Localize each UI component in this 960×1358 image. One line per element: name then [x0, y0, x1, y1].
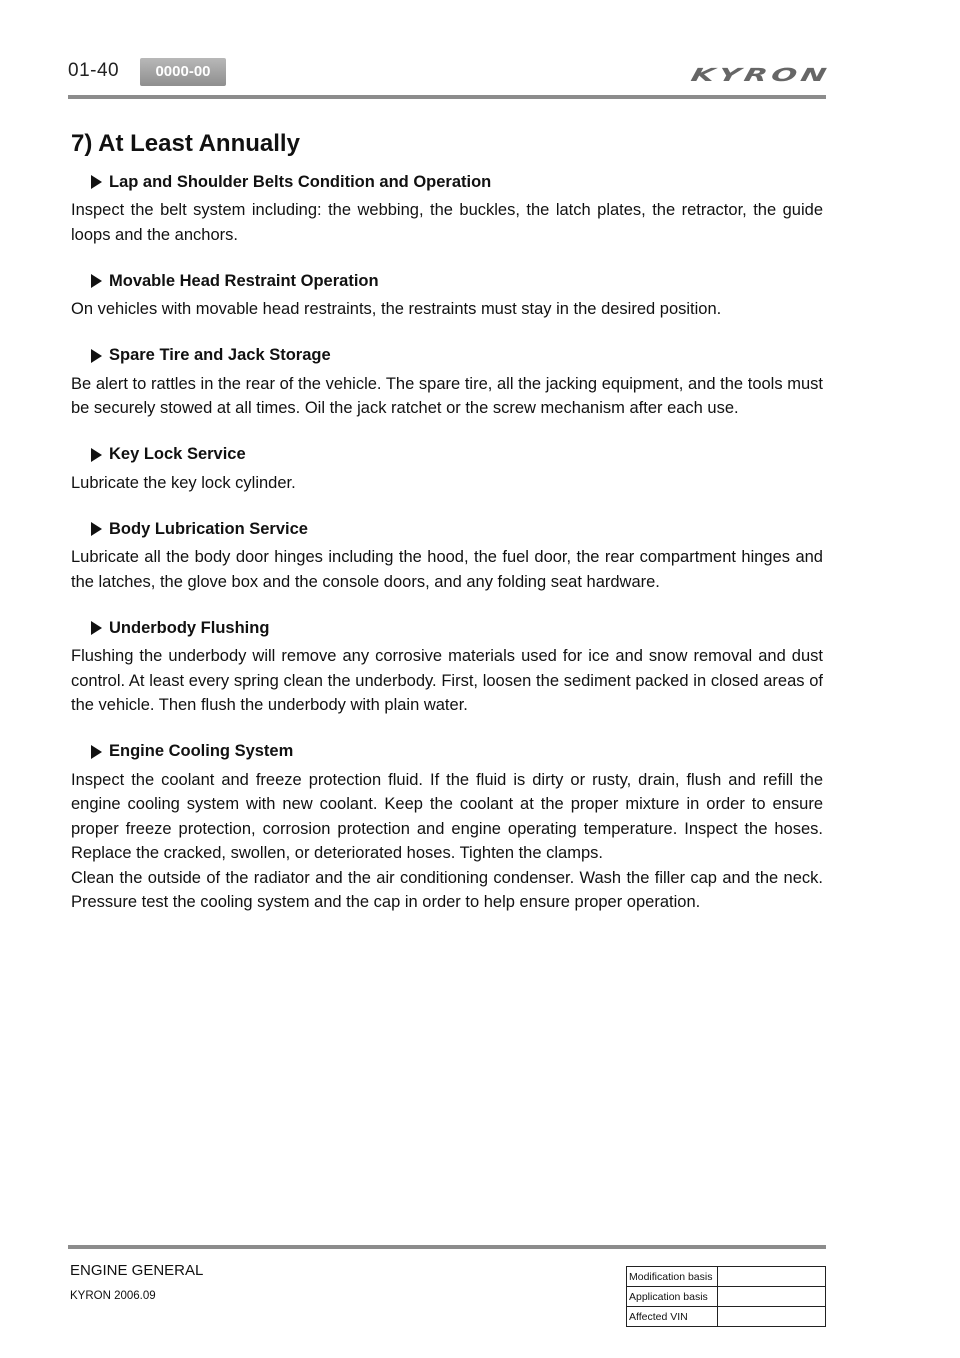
list-item [71, 517, 823, 594]
item-heading [91, 740, 823, 764]
table-cell-value [718, 1267, 826, 1287]
triangle-bullet-icon [91, 175, 102, 189]
list-item [71, 344, 823, 421]
page-header [0, 0, 960, 110]
table-row [627, 1287, 826, 1307]
item-heading [91, 517, 823, 541]
page-number: 01-40 [68, 60, 120, 81]
item-title: Lap and Shoulder Belts Condition and Operation [109, 172, 492, 191]
item-body: Lubricate all the body door hinges including the hood, the fuel door, the rear compartment hinges and the latches, the glove box and the console doors, and any folding seat hardware. [71, 548, 823, 591]
item-body: Inspect the belt system including: the webbing, the buckles, the latch plates, the retractor, the guide loops and the anchors. [71, 201, 823, 244]
list-item [71, 740, 823, 915]
footer-section-name: ENGINE GENERAL [70, 1262, 204, 1279]
item-heading [91, 344, 823, 368]
header-divider [68, 95, 826, 99]
item-body: Be alert to rattles in the rear of the vehicle. The spare tire, all the jacking equipment, and the tools must be securely stowed at all times. Oil the jack ratchet or the screw mechanism after each use. [71, 374, 823, 417]
item-title: Movable Head Restraint Operation [109, 271, 379, 290]
table-cell-label: Affected VIN [627, 1307, 718, 1327]
modification-table [626, 1266, 826, 1327]
table-row [627, 1307, 826, 1327]
section-code-badge: 0000-00 [140, 58, 226, 86]
main-content [71, 130, 823, 937]
table-row [627, 1267, 826, 1287]
list-item [71, 170, 823, 247]
list-item [71, 616, 823, 718]
table-cell-label: Modification basis [627, 1267, 718, 1287]
triangle-bullet-icon [91, 522, 102, 536]
table-cell-value [718, 1287, 826, 1307]
list-item [71, 269, 823, 322]
footer-model-date: KYRON 2006.09 [70, 1290, 156, 1302]
item-heading [91, 443, 823, 467]
item-title: Engine Cooling System [109, 742, 294, 760]
item-body: Inspect the coolant and freeze protection fluid. If the fluid is dirty or rusty, drain, flush and refill the engine cooling system with new coolant. Keep the coolant at the proper mixture in order to ensure proper freeze protection, corrosion protection and engine operating temperature. Inspect the hoses. Replace the cracked, swollen, or deteriorated hoses. Tighten the clamps. [71, 770, 823, 862]
triangle-bullet-icon [91, 274, 102, 288]
item-title: Body Lubrication Service [109, 519, 308, 538]
list-item [71, 443, 823, 496]
triangle-bullet-icon [91, 745, 102, 759]
item-title: Key Lock Service [109, 445, 246, 463]
item-body: Flushing the underbody will remove any corrosive materials used for ice and snow removal and dust control. At least every spring clean the underbody. First, loosen the sediment packed in closed areas of the vehicle. Then flush the underbody with plain water. [71, 647, 823, 714]
table-cell-value [718, 1307, 826, 1327]
item-body: On vehicles with movable head restraints, the restraints must stay in the desired position. [71, 300, 722, 318]
triangle-bullet-icon [91, 349, 102, 363]
item-title: Underbody Flushing [109, 618, 270, 637]
item-title: Spare Tire and Jack Storage [109, 346, 331, 364]
brand-logo: KYRON [689, 64, 833, 86]
item-heading [91, 616, 823, 640]
item-heading [91, 170, 823, 194]
item-body-continued: Clean the outside of the radiator and the air conditioning condenser. Wash the filler cap and the neck. Pressure test the cooling system and the cap in order to help ensure proper operation. [71, 868, 823, 911]
table-cell-label: Application basis [627, 1287, 718, 1307]
triangle-bullet-icon [91, 448, 102, 462]
section-title: 7) At Least Annually [71, 130, 300, 157]
item-heading [91, 269, 823, 293]
item-body: Lubricate the key lock cylinder. [71, 473, 296, 492]
triangle-bullet-icon [91, 621, 102, 635]
footer-divider [68, 1245, 826, 1249]
